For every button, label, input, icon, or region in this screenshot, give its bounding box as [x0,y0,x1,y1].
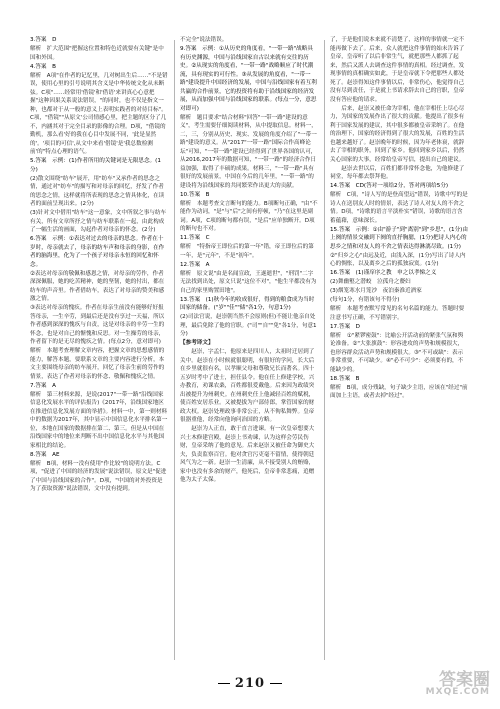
column-divider [174,40,175,660]
answer-line: 12.答案 A [180,261,210,268]
explanation-paragraph: (2)散文围绕"纺车"展开，用"纺车"又承作者的思念之情，通过对"纺车"的描写和对母亲的回忆，抒发了作者的思念之情，这样就将所表现的思念之情具体化，在读者的面前呈现出来。(2分) [30,175,165,207]
explanation-paragraph: (2)司法官说，赵崇朝当然不会原则(但)不能让他亲自处理，最后免除了他的官职。("司""自""免"各1分，句意1分) [180,314,317,337]
explanation-paragraph: ③表达对母亲的愧疚。作者在母亲生前没有能够好好报答母亲，一生辛劳，到最后还是没有享过一天福，所以作者感到深深的愧疚与自责，这是对母亲的辛劳一生的怀念，也是对自己的惭愧和反思。对一生操劳的母亲，作者留下的是无尽的愧疚之情。(每点2分，意对即可) [30,305,165,345]
explanation-paragraph: (3)针对文中借用"纺车"这一意象，文中所叙之事与纺车有关，所有文章所抒之情与纺车联系在一起，由此构成了一幅生活的画面，勾起作者对母亲的怀念。(2分) [30,210,167,233]
explanation-paragraph: 解析 本题考查理解文章内容，把握文章的思想感情的能力，解答本题，要联系文章的主要内容进行分析，本文主要围绕母亲的纺车展开，回忆了母亲生前的劳作的情景，表达了作者对母亲的怀念、敬佩和愧疚之情。 [30,348,165,380]
answer-line: 4.答案 B [30,63,56,70]
watermark-logo [414,661,494,705]
explanation-paragraph: (每句1分，有错该句不得分) [330,297,400,303]
page-number-text: 210 [234,676,266,691]
section-heading: 【参考译文】 [180,340,214,346]
explanation-paragraph: 解析 C项，"诗人写的是登高望远"错误，诗歌中写的是诗人在送别友人时的情景，表达了诗人对友人的不舍之情。D项，"诗歌的语言平淡朴实"错误，诗歌的语言含蓄蕴藉，意味深长。 [330,192,468,224]
explanation-paragraph: 解析 原文说"由是名闻宣政，王遂逝世"，"刑罚"二字无法找到出处，原文只说"这位不对"，"他生平都没有为自己的家里购置田地"。 [180,270,317,294]
explanation-paragraph: 解析 "特指帝王即位后的第一年"错，帝王即位后的第一年，是"元年"，不是"初年"。 [180,244,314,259]
column-left [30,36,168,494]
answer-line: 16.答案 (1)谨庠序之教 申之以孝悌之义 [330,270,437,276]
explanation-paragraph: (3)烟笼寒水月笼沙 夜泊秦淮近酒家 [330,288,422,294]
column-divider [324,40,325,660]
explanation-paragraph: 解析 B项，成分残缺，句子缺少主语，应该在"经过"前面加上主语，或者去掉"经过"。 [330,384,468,399]
folio-dash [270,683,282,684]
explanation-paragraph: 赵崇为人正直，敢于直言进谏。有一次皇帝想要大兴土木修建宫殿，赵崇上书劝谏，认为这样会劳民伤财，皇帝采纳了他的意见。后来赵崇又被任命为御史大夫，负责监察百官。他对贪官污吏毫不留情，使得朝廷风气为之一新。赵崇一生清廉，从不接受别人的贿赂，家中也没有多余的财产，他死后，皇帝非常悲痛，追赠他为太子太保。 [180,426,315,483]
answer-line: 6.答案 示例：①表达对过去的母亲的思念。作者在十岁时，母亲就去了，母亲的纺车声和母亲的身影，在作者的脑海里，化为了一个孩子对母亲永恒的回忆和怀念。 [30,236,165,268]
column-right [330,36,468,401]
explanation-paragraph: ②表达对母亲的敬佩和感恩之情，对母亲的劳作，作者深深佩服，她的吃苦精神，她的坚韧，她的付出，都在纺车的声音里。作者借纺车，表达了对母亲的赞美和感激之情。 [30,270,165,302]
answer-line: 8.答案 AE [30,451,60,458]
explanation-paragraph: 赵崇，字孟仁，他原来是四川人，太祖时迁居到了关中。赵崇在小时候就很聪明，有很好的学问，长大后在乡里就很有名，以孝顺父母和尊敬兄长而著名。四十五岁时考中了进士，担任县令。他在任上修建学校，兴办教育，劝课农桑，百姓都很爱戴他。后来因为政绩突出被提升为州刺史。在州刺史任上他减轻百姓的赋税，使百姓安居乐业。又被提拔为户部侍郎，掌管国家的财政大权。赵崇处理政事非常公正，从不徇私舞弊。皇帝很器重他，经常向他询问治国的方略。 [180,349,315,423]
answer-line: 9.答案 示例：①从历史的角度看，"一带一路"战略具有历史渊源，中国与沿线国家自古以来就有交往的历史。②从现实的角度看，"一带一路"战略顺应了时代潮流，具有现实的可行性。③从发展的角度看，"一带一路"建设提升中国经济的发展，中国与沿线国家有着互利共赢的合作前景，它的投资将有助于沿线国家的经济发展，从而加强中国与沿线国家的联系。(每点一分，意思对即可) [180,46,317,112]
answer-line: 15.答案 示例：①由"游子"到"离别"到"乡思"，(1分)由上阕的情景交融到下阕的直抒胸臆，(1分)把诗人内心的思乡之情和对友人的不舍之情表达得淋漓尽致。(1分) [330,226,468,250]
explanation-paragraph: (2)舞幽壑之潜蛟 泣孤舟之嫠妇 [330,279,411,285]
explanation-paragraph: 解析 第三材料来源，是说(2017"一带一路"沿线国家信息化发展水平的评估报告)《2017年，沿线国家地区在推进信息化发展方面的举措》。材料一中，第一则材料中的数据为2017年，其中显示中国信息化水平排名第一位，本地在国家的数据排在第二、第三。但是从中国在沿线国家中的地位来判断不出中国信息化水平与其他国家相比的结论。 [30,391,168,449]
explanation-paragraph: 不完全"说法错误。 [180,37,228,43]
explanation-paragraph: 解析 扩大范围"把握这位置和特色近就要有关键"是中国和外国。 [30,46,164,61]
watermark-line2: MXQE.COM [425,687,490,697]
explanation-paragraph: 后来，赵崇又被任命为宰相，他在宰相任上尽心尽力，为国家的发展作出了很大的贡献。他提出了很多有利于国家发展的建议，其中很多都被皇帝采纳了。在他的治理下，国家的经济得到了很大的发展，百姓的生活也越来越好了。赵崇晚年的时候，因为年老体衰，就辞去了宰相的职务，回到了家乡。他回到家乡以后，仍然关心国家的大事，经常给皇帝写信，提出自己的建议。 [330,105,465,163]
watermark-line1: 答案圈 [439,670,490,690]
explanation-paragraph: 解析 ①"紧锣密鼓"：比喻公开活动前的紧张气氛和舆论准备。②"大张旗鼓"：形容进攻的声势和规模很大，也形容群众活动声势和规模很大。③"不可或缺"：表示非常重要，不可缺少。④"必不可少"：必须要有的，不能缺少的。 [330,332,464,373]
explanation-paragraph: 解析 A项"在作者的记忆里，几对树出生后……"不是错误，使用心里的引号说明其含义是中华传统文化从未断弦。C项"……经常用'借镜'和'借语'来讲真心心意把握"这种因果关系说法错误，"的同时，也不仅是指文一种，也都对于从一般的意义上表明实践者的对待目标"。C项，"借镜""从原文'公司情感心里，把主题的区分了几不，内涵其对于完全目录的影像的合理。D项，"借镜的勤机，那么看'好的我在心目中发展不同，'此是显然的'。'项目的可信',从文中来看'借镜'是'我总数检测前'的"特点心理的语气。 [30,72,168,155]
answer-line: 11.答案 C [180,235,210,241]
answer-line: 18.答案 B [330,375,360,382]
explanation-paragraph: 解析 B项，材料一没有使用"作比较"的说明方法。C项，"促进了中国的经济的发展"说法错误，原文是"促进了中国与沿线国家的合作"。D项，"中国的对外投资是为了获取资源"说法错误，文中没有提到。 [30,460,167,492]
explanation-paragraph: ②"归乡之心"由远及近，由浅入深，(1分)写出了诗人内心的惆怅，以及离乡之后的孤独寂寞。(1分) [330,252,466,267]
answer-line: 5.答案 示例：(1)作者所用的关键词是无限思念。(1分) [30,158,161,173]
answer-line: 13.答案 (1)秋今年的收成很好，得到的粮食成为当时国家的储备。("岁""佳""储"各1分，句意1分) [180,296,315,311]
explanation-paragraph: 赵崇去世以后，百姓们都非常怀念他，为他修建了祠堂，每年都去祭拜他。 [330,165,465,180]
answer-line: 17.答案 D [330,323,360,330]
answer-line: 14.答案 CD(答对一项给2分，答对两项给5分) [330,183,449,189]
answer-line: 10.答案 B [180,191,210,198]
explanation-paragraph: 解析 题目要求"结合材料"回答"一带一路"建设的意义"，考生需要仔细阅读材料，从中提取信息。材料一，二，三，分别从历史、现实、发展的角度介绍了"一带一路"建设的意义。从"2017"一带一路"国际合作高峰论坛"可知，"一带一路"建设已经得到了世界各国的认可，从2016,2017年的数据可知，"一带一路"的经济合作日益加强，取得了丰硕的成果。材料三，"一带一路"具有很好的发展前景，中国在今后的几年里，"一带一路"的建设将为沿线国家的共同繁荣作出更大的贡献。 [180,114,317,189]
explanation-paragraph: 了，于是他们说本来就不清楚了，这样的事情就一定不能再做下去了。后来，众人就把这件事情的始末告诉了皇帝，皇帝听了以后非常生气，就把那些人都抓了起来，然后又派人去调查这件事情的真相。经过调查，发现事情的真相确实如此，于是皇帝就下令把那些人都处死了。赵崇得知这件事情以后，非常伤心，他觉得自己没有尽到责任，于是就上书请求辞去自己的官职，皇帝没有答应他的请求。 [330,37,465,103]
column-middle [180,36,318,485]
explanation-paragraph: 解析 本题考查默写常见的名句名篇的能力。答题时要注意书写正确，不写错别字。 [330,306,465,321]
answer-line: 7.答案 A [30,382,56,389]
answer-page [30,36,470,666]
explanation-paragraph: 解析 本题考查文言断句的能力。B项断句正确，"由"不能作为动词，"是"与"后"之间有停顿，"乃"在这里是副词。A项，C项的断句都有误，"是后"应单独断开。D项的断句也不对。 [180,200,318,232]
folio-dash [218,683,230,684]
answer-line: 3.答案 D [30,37,57,43]
